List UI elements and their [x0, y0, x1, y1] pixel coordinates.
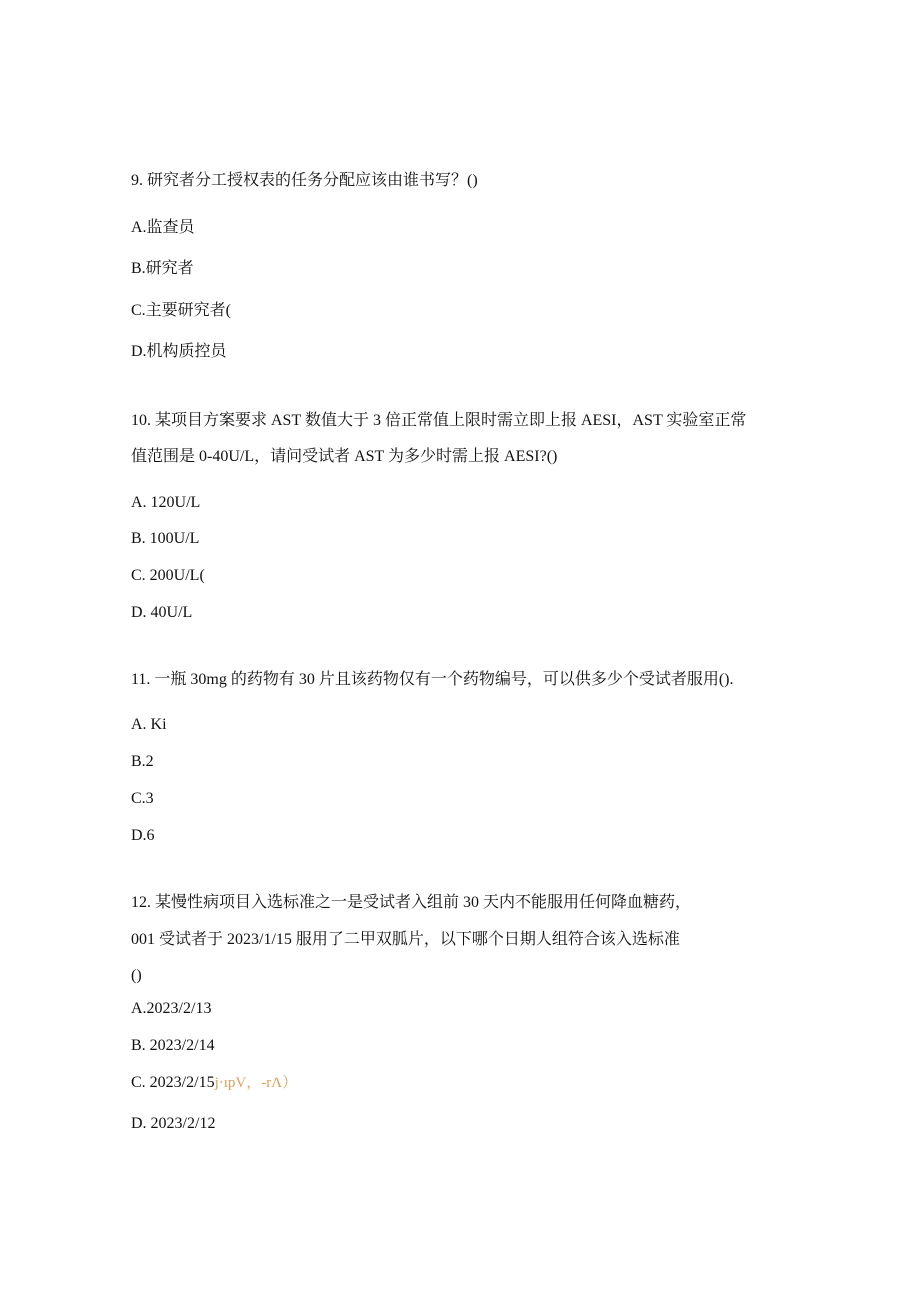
question-12-option-c [131, 1073, 297, 1093]
question-11-option-a: A. Ki [131, 716, 167, 733]
question-10-option-d: D. 40U/L [131, 604, 193, 621]
question-10-stem-line-2: 值范围是 0-40U/L，请问受试者 AST 为多少时需上报 AESI?() [131, 448, 558, 465]
question-9-option-d: D.机构质控员 [131, 343, 227, 360]
question-12-option-b: B. 2023/2/14 [131, 1037, 215, 1054]
question-11-option-d: D.6 [131, 827, 155, 844]
question-12-stem-line-3: () [131, 967, 142, 984]
question-9-option-c: C.主要研究者( [131, 302, 232, 319]
question-10-option-a: A. 120U/L [131, 494, 201, 511]
question-9-stem: 9. 研究者分工授权表的任务分配应该由谁书写？() [131, 172, 478, 189]
question-9-option-a: A.监查员 [131, 219, 195, 236]
question-12-stem-line-1: 12. 某慢性病项目入选标准之一是受试者入组前 30 天内不能服用任何降血糖药， [131, 894, 692, 911]
question-11-stem: 11. 一瓶 30mg 的药物有 30 片且该药物仅有一个药物编号，可以供多少个受试者服用(). [131, 671, 734, 688]
question-9-option-b: B.研究者 [131, 260, 194, 277]
stray-ocr-mark: j·ıpV，-rΛ） [214, 1075, 298, 1091]
question-11-option-b: B.2 [131, 753, 154, 770]
question-12-stem-line-2: 001 受试者于 2023/1/15 服用了二甲双胍片，以下哪个日期人组符合该入选标准 [131, 931, 680, 948]
question-10-option-b: B. 100U/L [131, 530, 200, 547]
question-12-option-c-text: C. 2023/2/15 [131, 1074, 215, 1091]
question-12-option-d: D. 2023/2/12 [131, 1115, 216, 1132]
question-10-option-c: C. 200U/L( [131, 567, 205, 584]
question-12-option-a: A.2023/2/13 [131, 1000, 212, 1017]
question-11-option-c: C.3 [131, 790, 154, 807]
question-10-stem-line-1: 10. 某项目方案要求 AST 数值大于 3 倍正常值上限时需立即上报 AESI，AST 实验室正常 [131, 412, 747, 429]
